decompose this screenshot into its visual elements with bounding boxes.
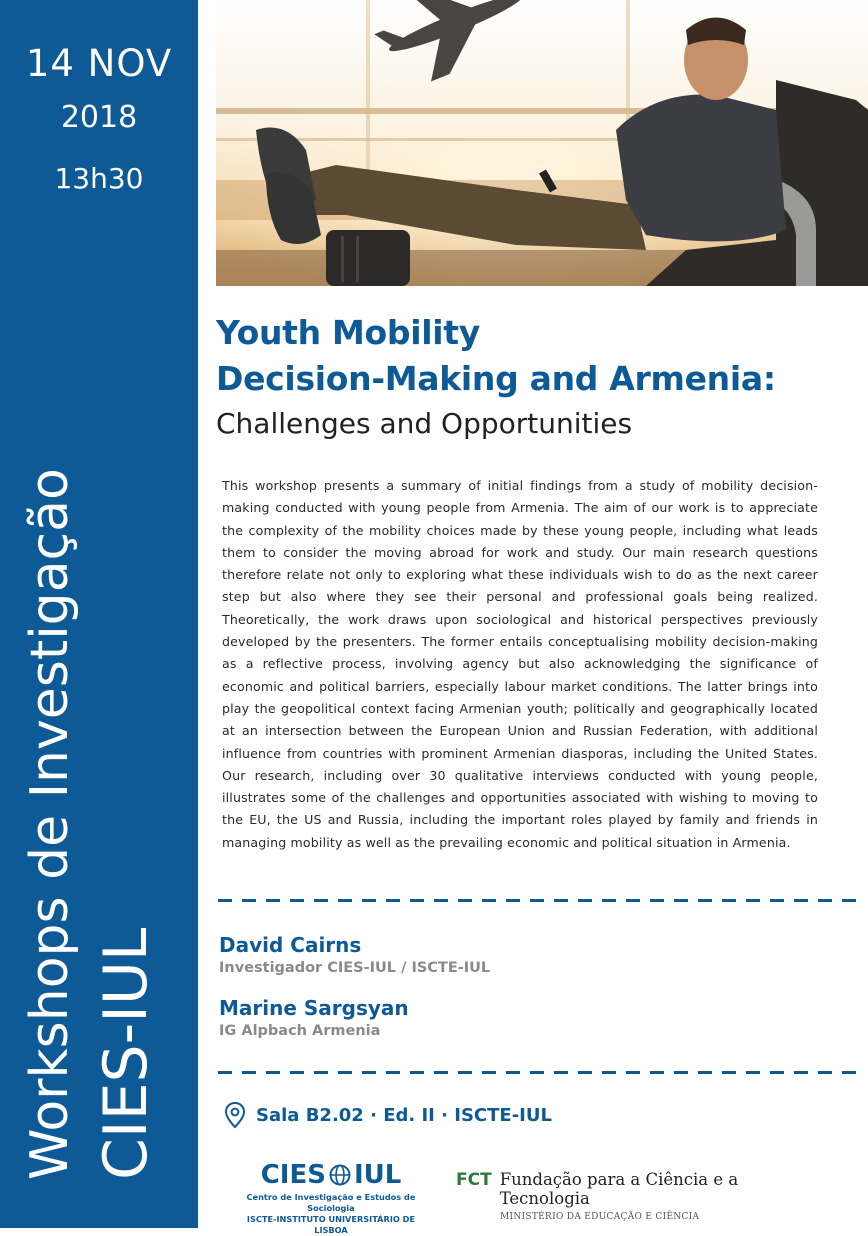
speaker-item xyxy=(219,933,490,979)
cies-wordmark xyxy=(236,1160,426,1190)
series-title-line1: Workshops de Investigação xyxy=(20,468,80,1180)
venue-text: Sala B2.02 · Ed. II · ISCTE-IUL xyxy=(256,1104,552,1126)
series-title-line2: CIES-IUL xyxy=(91,927,162,1180)
fct-mark: FCT xyxy=(456,1170,492,1190)
workshop-title xyxy=(216,310,856,402)
series-title xyxy=(20,468,162,1180)
airport-photo-illustration xyxy=(216,0,868,286)
fct-logo xyxy=(456,1170,828,1222)
event-year: 2018 xyxy=(60,100,138,135)
speaker-item xyxy=(219,996,409,1042)
sidebar-band xyxy=(0,0,198,1228)
workshop-subtitle: Challenges and Opportunities xyxy=(216,407,633,440)
speaker-role: IG Alpbach Armenia xyxy=(219,1023,381,1039)
speaker-name: Marine Sargsyan xyxy=(219,996,409,1020)
abstract-text: This workshop presents a summary of initial findings from a study of mobility decision-making conducted with young people from Armenia. The aim of our work is to appreciate the complexity of the mobility choices made by these young people, including what leads them to consider the moving abroad for work and study. Our main research questions therefore relate not only to exploring what these individuals wish to do as the next career step but also where they see their personal and professional goals being realized. Theoretically, the work draws upon sociological and historical perspectives previously developed by the presenters. The former entails conceptualising mobility decision-making as a reflective process, involving agency but also acknowledging the significance of economic and political barriers, especially labour market conditions. The latter brings into play the geopolitical context facing Armenian youth; politically and geographically located at an intersection between the European Union and Russian Federation, with additional influence from countries with prominent Armenian diasporas, including the United States. Our research, including over 30 qualitative interviews conducted with young people, illustrates some of the challenges and opportunities associated with wishing to moving to the EU, the US and Russia, including the important roles played by family and friends in managing mobility as well as the prevailing economic and political situation in Armenia. xyxy=(222,478,818,850)
fct-ministry: MINISTÉRIO DA EDUCAÇÃO E CIÊNCIA xyxy=(500,1212,700,1222)
cies-logo-line1: Centro de Investigação e Estudos de Sociologia xyxy=(246,1192,416,1213)
cies-logo-line2: ISCTE-INSTITUTO UNIVERSITÁRIO DE LISBOA xyxy=(246,1214,416,1235)
cies-logo xyxy=(236,1160,426,1236)
cies-wordmark-right: IUL xyxy=(353,1160,402,1190)
workshop-title-block xyxy=(216,310,856,444)
workshop-title-line1: Youth Mobility xyxy=(216,313,480,352)
divider-dashed xyxy=(218,899,862,902)
event-time: 13h30 xyxy=(54,162,144,195)
divider-dashed xyxy=(218,1071,862,1074)
speaker-role: Investigador CIES-IUL / ISCTE-IUL xyxy=(219,960,491,976)
globe-icon xyxy=(329,1164,351,1186)
location-pin-icon xyxy=(224,1102,246,1128)
header-photo xyxy=(216,0,868,286)
fct-name: Fundação para a Ciência e a Tecnologia xyxy=(499,1170,739,1208)
cies-wordmark-left: CIES xyxy=(260,1160,326,1190)
event-date: 14 NOV xyxy=(25,42,173,85)
workshop-title-line2: Decision-Making and Armenia: xyxy=(216,359,776,398)
speaker-name: David Cairns xyxy=(219,933,362,957)
venue-block xyxy=(224,1102,552,1128)
